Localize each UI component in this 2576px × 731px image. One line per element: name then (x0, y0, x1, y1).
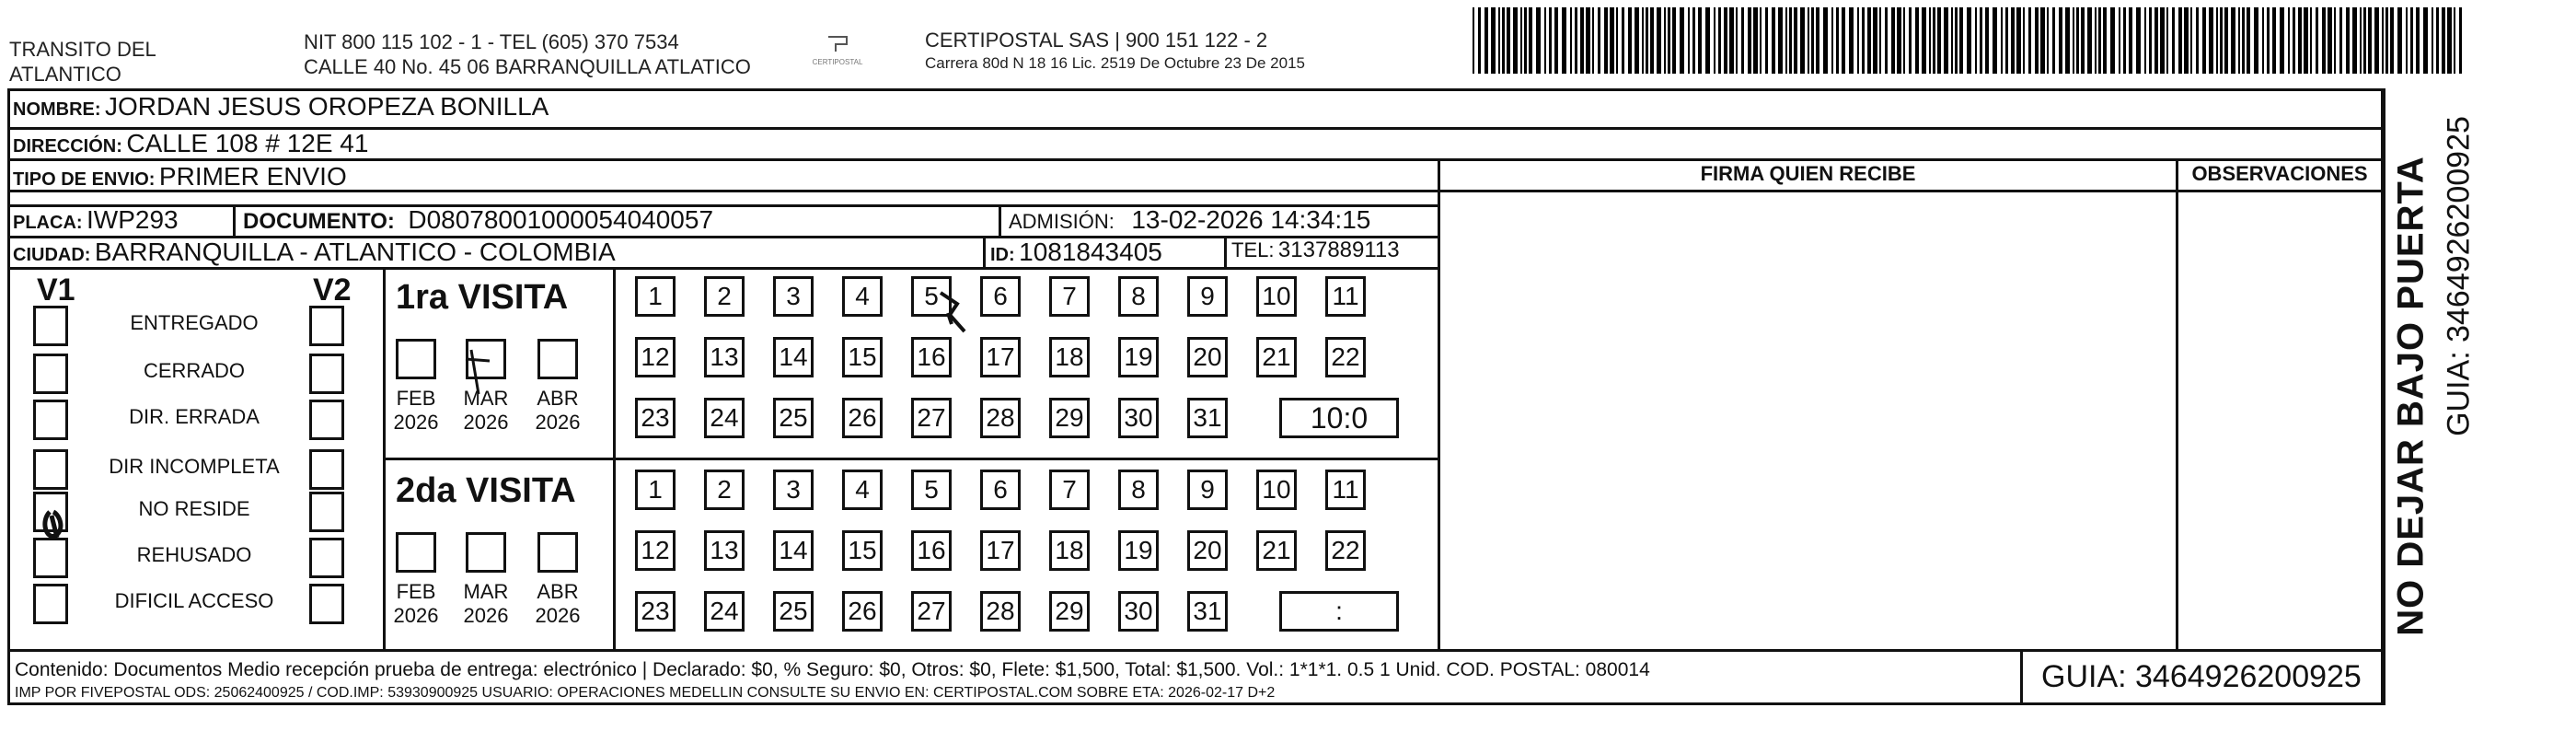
tel-label: TEL: (1231, 238, 1275, 261)
first-visit-day-cell[interactable]: 27 (911, 398, 952, 438)
first-visit-day-cell[interactable]: 24 (704, 398, 745, 438)
status-option-label: ENTREGADO (130, 311, 259, 334)
second-visit-month-label: ABR (537, 580, 579, 603)
second-visit-year-label: 2026 (535, 604, 581, 627)
id-label: ID: (990, 245, 1015, 265)
second-visit-day-cell[interactable]: 2 (704, 470, 745, 510)
second-visit-day-cell[interactable]: 27 (911, 591, 952, 632)
status-option-label: CERRADO (143, 359, 245, 382)
second-visit-time[interactable]: : (1279, 591, 1399, 632)
first-visit-month-label: MAR (463, 387, 509, 410)
first-visit-day-cell[interactable]: 31 (1187, 398, 1228, 438)
second-visit-day-cell[interactable]: 14 (773, 530, 814, 571)
nombre-label: NOMBRE: (13, 99, 101, 120)
status-option-label: DIFICIL ACCESO (114, 589, 274, 612)
first-visit-day-cell[interactable]: 19 (1118, 337, 1159, 377)
first-visit-year-label: 2026 (393, 411, 439, 434)
first-visit-day-cell[interactable]: 23 (635, 398, 676, 438)
second-visit-day-cell[interactable]: 16 (911, 530, 952, 571)
first-visit-day-cell[interactable]: 14 (773, 337, 814, 377)
second-visit-day-cell[interactable]: 6 (980, 470, 1021, 510)
first-visit-day-cell[interactable]: 11 (1325, 276, 1366, 317)
second-visit-day-cell[interactable]: 12 (635, 530, 676, 571)
second-visit-day-cell[interactable]: 1 (635, 470, 676, 510)
first-visit-day-cell[interactable]: 26 (842, 398, 883, 438)
tipo-envio-value: PRIMER ENVIO (158, 162, 347, 191)
first-visit-year-label: 2026 (535, 411, 581, 434)
second-visit-year-label: 2026 (393, 604, 439, 627)
second-visit-day-cell[interactable]: 10 (1256, 470, 1297, 510)
first-visit-day-cell[interactable]: 17 (980, 337, 1021, 377)
certipostal-logo-text: CERTIPOSTAL (812, 58, 863, 66)
first-visit-time[interactable]: 10:0 (1279, 398, 1399, 438)
first-visit-day-cell[interactable]: 9 (1187, 276, 1228, 317)
v1-label: V1 (37, 273, 75, 307)
first-visit-day-cell[interactable]: 16 (911, 337, 952, 377)
second-visit-day-cell[interactable]: 28 (980, 591, 1021, 632)
first-visit-year-label: 2026 (463, 411, 509, 434)
second-visit-day-cell[interactable]: 3 (773, 470, 814, 510)
first-visit-month-label: ABR (537, 387, 579, 410)
documento-label: DOCUMENTO: (243, 209, 395, 234)
first-visit-day-cell[interactable]: 7 (1049, 276, 1090, 317)
first-visit-day-cell[interactable]: 22 (1325, 337, 1366, 377)
second-visit-day-cell[interactable]: 15 (842, 530, 883, 571)
first-visit-day-cell[interactable]: 29 (1049, 398, 1090, 438)
second-visit-day-cell[interactable]: 18 (1049, 530, 1090, 571)
first-visit-day-cell[interactable]: 4 (842, 276, 883, 317)
first-visit-day-cell[interactable]: 15 (842, 337, 883, 377)
second-visit-day-cell[interactable]: 23 (635, 591, 676, 632)
admision-value: 13-02-2026 14:34:15 (1131, 205, 1371, 234)
no-dejar-bajo-puerta: NO DEJAR BAJO PUERTA (2390, 156, 2432, 636)
second-visit-day-cell[interactable]: 8 (1118, 470, 1159, 510)
first-visit-day-cell[interactable]: 12 (635, 337, 676, 377)
placa-value: IWP293 (87, 205, 179, 234)
nit-line: NIT 800 115 102 - 1 - TEL (605) 370 7534 (304, 30, 679, 53)
direccion-value: CALLE 108 # 12E 41 (126, 129, 369, 157)
issuer-line-2: ATLANTICO (9, 63, 121, 86)
first-visit-day-cell[interactable]: 5 (911, 276, 952, 317)
contenido-text: Contenido: Documentos Medio recepción prueba de entrega: electrónico | Declarado: $0, % Seguro: $0, Otros: $0, Flete: $1,500, Total: $1,500. Vol.: 1*1*1. 0.5 1 Unid. COD. POSTAL: 080014 (15, 659, 1650, 680)
second-visit-title: 2da VISITA (396, 471, 576, 510)
first-visit-day-cell[interactable]: 28 (980, 398, 1021, 438)
second-visit-day-cell[interactable]: 19 (1118, 530, 1159, 571)
second-visit-month-label: MAR (463, 580, 509, 603)
id-value: 1081843405 (1019, 238, 1162, 266)
second-visit-month-label: FEB (396, 580, 436, 603)
second-visit-day-cell[interactable]: 31 (1187, 591, 1228, 632)
status-option-label: NO RESIDE (138, 497, 250, 520)
second-visit-year-label: 2026 (463, 604, 509, 627)
second-visit-day-cell[interactable]: 11 (1325, 470, 1366, 510)
documento-value: D08078001000054040057 (408, 205, 714, 234)
second-visit-day-cell[interactable]: 20 (1187, 530, 1228, 571)
first-visit-day-cell[interactable]: 30 (1118, 398, 1159, 438)
ciudad-label: CIUDAD: (13, 245, 91, 265)
second-visit-day-cell[interactable]: 7 (1049, 470, 1090, 510)
second-visit-day-cell[interactable]: 30 (1118, 591, 1159, 632)
guia-footer: GUIA: 3464926200925 (2041, 659, 2362, 694)
second-visit-day-cell[interactable]: 9 (1187, 470, 1228, 510)
first-visit-day-cell[interactable]: 2 (704, 276, 745, 317)
second-visit-day-cell[interactable]: 13 (704, 530, 745, 571)
mar-check-mark (466, 350, 490, 394)
second-visit-day-cell[interactable]: 17 (980, 530, 1021, 571)
second-visit-day-cell[interactable]: 26 (842, 591, 883, 632)
first-visit-day-cell[interactable]: 8 (1118, 276, 1159, 317)
placa-label: PLACA: (13, 213, 83, 233)
first-visit-day-cell[interactable]: 18 (1049, 337, 1090, 377)
issuer-line-1: TRANSITO DEL (9, 38, 156, 61)
first-visit-day-cell[interactable]: 20 (1187, 337, 1228, 377)
second-visit-day-cell[interactable]: 24 (704, 591, 745, 632)
tel-value: 3137889113 (1277, 238, 1400, 262)
first-visit-title: 1ra VISITA (396, 278, 569, 317)
second-visit-day-cell[interactable]: 5 (911, 470, 952, 510)
first-visit-day-cell[interactable]: 13 (704, 337, 745, 377)
first-visit-day-cell[interactable]: 10 (1256, 276, 1297, 317)
ciudad-value: BARRANQUILLA - ATLANTICO - COLOMBIA (94, 238, 616, 266)
second-visit-day-cell[interactable]: 4 (842, 470, 883, 510)
tipo-envio-label: TIPO DE ENVIO: (13, 169, 156, 190)
nombre-value: JORDAN JESUS OROPEZA BONILLA (105, 92, 549, 121)
second-visit-day-cell[interactable]: 29 (1049, 591, 1090, 632)
observaciones-header: OBSERVACIONES (2191, 162, 2368, 185)
first-visit-day-cell[interactable]: 6 (980, 276, 1021, 317)
v2-label: V2 (313, 273, 352, 307)
no-reside-mark (45, 512, 61, 538)
admision-label: ADMISIÓN: (1009, 210, 1115, 233)
courier-line-2: Carrera 80d N 18 16 Lic. 2519 De Octubre 23 De 2015 (925, 54, 1305, 72)
address-line: CALLE 40 No. 45 06 BARRANQUILLA ATLATICO (304, 55, 751, 78)
status-option-label: REHUSADO (136, 543, 252, 566)
first-visit-day-cell[interactable]: 25 (773, 398, 814, 438)
imp-text: IMP POR FIVEPOSTAL ODS: 25062400925 / COD.IMP: 53930900925 USUARIO: OPERACIONES MEDELLIN CONSULTE SU ENVIO EN: CERTIPOSTAL.COM SOBRE ETA: 2026-02-17 D+2 (15, 685, 1276, 701)
status-option-label: DIR. ERRADA (129, 405, 260, 428)
first-visit-day-cell[interactable]: 1 (635, 276, 676, 317)
direccion-label: DIRECCIÓN: (13, 136, 122, 157)
courier-line-1: CERTIPOSTAL SAS | 900 151 122 - 2 (925, 29, 1268, 52)
first-visit-day-cell[interactable]: 21 (1256, 337, 1297, 377)
day-5-mark (941, 293, 965, 331)
side-guia-text: GUIA: 3464926200925 (2441, 116, 2477, 436)
second-visit-day-cell[interactable]: 25 (773, 591, 814, 632)
firma-header: FIRMA QUIEN RECIBE (1700, 162, 1916, 185)
second-visit-day-cell[interactable]: 22 (1325, 530, 1366, 571)
second-visit-day-cell[interactable]: 21 (1256, 530, 1297, 571)
first-visit-month-label: FEB (396, 387, 436, 410)
first-visit-day-cell[interactable]: 3 (773, 276, 814, 317)
status-option-label: DIR INCOMPLETA (109, 455, 280, 478)
